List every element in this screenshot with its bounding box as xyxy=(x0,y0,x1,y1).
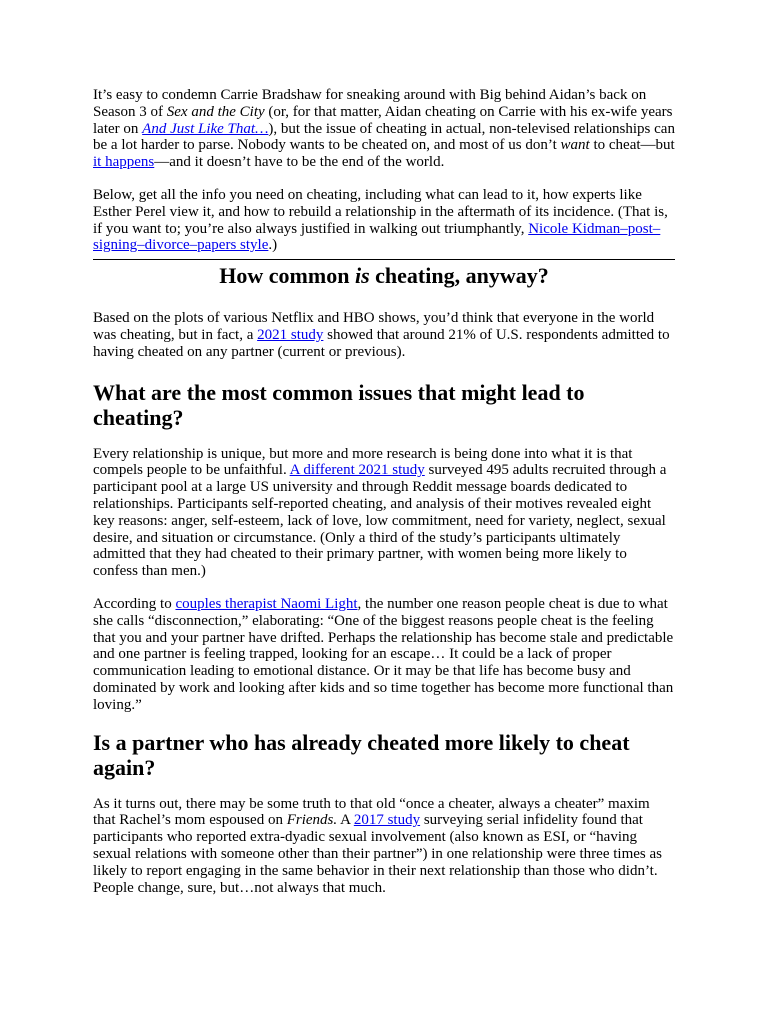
section-3-text-1: As it turns out, there may be some truth to that old “once a cheater, always a cheater” maxim that Rachel’s mom espoused on xyxy=(93,795,650,829)
section-2-p1-text-2: surveyed 495 adults recruited through a participant pool at a large US university and through Reddit message boards dedicated to relationships. Participants self-reported cheating, and analysis of their motives revealed eight key reasons: anger, self-esteem, lack of love, low commitment, need for variety, neglect, sexual desire, and situation or circumstance. (Only a third of the study’s participants ultimately admitted that they had cheated to their primary partner, with women being more likely to confess than men.) xyxy=(93,462,667,580)
link-couples-therapist-naomi-light[interactable]: couples therapist Naomi Light xyxy=(175,595,358,612)
link-2021-study[interactable]: 2021 study xyxy=(257,326,324,343)
heading-1-text-post: cheating, anyway? xyxy=(369,263,549,289)
intro-p2-text-2: .) xyxy=(268,237,278,254)
intro-p1-text-5: —and it doesn’t have to be the end of the world. xyxy=(154,154,445,171)
section-2-p1-text-1: Every relationship is unique, but more and more research is being done into what it is that compels people to be unfaithful. xyxy=(93,445,633,479)
section-2-p2-text-2: , the number one reason people cheat is due to what she calls “disconnection,” elaborating: “One of the biggest reasons people cheat is the feeling that you and your partner have drifted. Perhaps the relationship has become stale and predictable and one partner is feeling trapped, looking for an escape… It could be a lack of proper communication leading to emotional distance. Or it may be that life has become busy and dominated by work and looking after kids and so time together has become more functional than loving.” xyxy=(93,595,674,713)
intro-p1-text-2: (or, for that matter, Aidan cheating on Carrie with his ex-wife years later on xyxy=(93,103,673,137)
heading-1-emphasis: is xyxy=(354,263,370,289)
section-1-text-1: Based on the plots of various Netflix and HBO shows, you’d think that everyone in the world was cheating, but in fact, a xyxy=(93,310,655,343)
emphasis-want: want xyxy=(560,137,590,154)
show-title-friends: Friends. xyxy=(286,812,338,829)
link-nicole-kidman[interactable]: Nicole Kidman–post–signing–divorce–papers style xyxy=(93,220,661,254)
intro-paragraph-2 xyxy=(93,187,675,254)
heading-how-common-is-cheating xyxy=(93,263,675,289)
link-different-2021-study[interactable]: A different 2021 study xyxy=(289,462,425,479)
horizontal-divider xyxy=(93,259,675,260)
intro-p1-text-1: It’s easy to condemn Carrie Bradshaw for sneaking around with Big behind Aidan’s back on Season 3 of xyxy=(93,87,647,120)
intro-p1-text-3: ), but the issue of cheating in actual, non-televised relationships can be a lot harder to parse. Nobody wants to be cheated on, and most of us don’t xyxy=(93,120,675,154)
section-1-text-2: showed that around 21% of U.S. respondents admitted to having cheated on any partner (current or previous). xyxy=(93,326,670,360)
section-3-text-3: surveying serial infidelity found that participants who reported extra-dyadic sexual involvement (also known as ESI, or “having sexual relations with someone other than their partner”) in one relationship were three times as likely to report engaging in the same behavior in their next relationship than those who didn’t. People change, sure, but…not always that much. xyxy=(93,812,662,896)
section-2-paragraph-1 xyxy=(93,446,675,580)
intro-p1-text-4: to cheat—but xyxy=(589,137,675,154)
heading-1-text-pre: How common xyxy=(219,263,355,289)
section-3-text-2: A xyxy=(337,812,354,829)
section-1-paragraph xyxy=(93,310,675,360)
section-2-paragraph-2 xyxy=(93,596,675,714)
heading-common-issues-leading-to-cheating: What are the most common issues that might lead to cheating? xyxy=(93,379,585,430)
section-3-paragraph xyxy=(93,796,675,897)
intro-p2-text-1: Below, get all the info you need on cheating, including what can lead to it, how experts like Esther Perel view it, and how to rebuild a relationship in the aftermath of its incidence. (That is, if you want to; you’re also always justified in walking out triumphantly, xyxy=(93,186,668,237)
section-2-p2-text-1: According to xyxy=(93,595,176,612)
intro-paragraph-1 xyxy=(93,87,675,171)
link-and-just-like-that-label: And Just Like That… xyxy=(142,120,269,137)
link-it-happens[interactable]: it happens xyxy=(93,154,155,171)
link-2017-study[interactable]: 2017 study xyxy=(353,812,421,829)
show-title-sex-and-the-city: Sex and the City xyxy=(166,103,265,120)
link-and-just-like-that[interactable] xyxy=(142,121,268,137)
heading-cheat-again: Is a partner who has already cheated more likely to cheat again? xyxy=(93,729,630,780)
